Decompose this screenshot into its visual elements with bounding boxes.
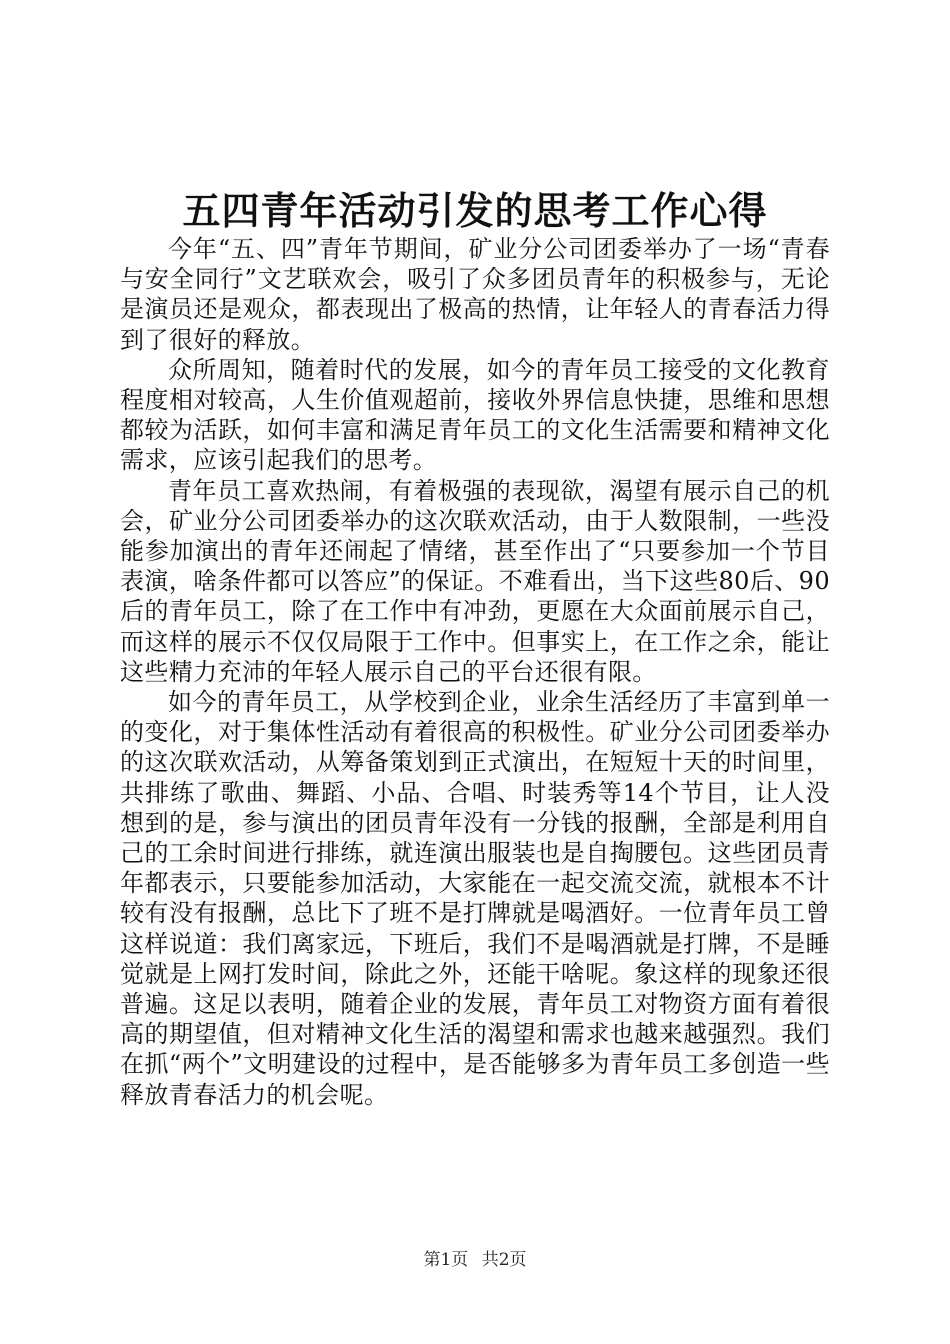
page-footer: [0, 1245, 950, 1270]
page-number-current: 第1页: [423, 1250, 469, 1270]
document-title: 五四青年活动引发的思考工作心得: [182, 189, 768, 233]
paragraph-4: 如今的青年员工，从学校到企业，业余生活经历了丰富到单一的变化，对于集体性活动有着很高的积极性。矿业分公司团委举办的这次联欢活动，从筹备策划到正式演出，在短短十天的时间里，共排练了歌曲、舞蹈、小品、合唱、时装秀等14个节目，让人没想到的是，参与演出的团员青年没有一分钱的报酬，全部是利用自己的工余时间进行排练，就连演出服装也是自掏腰包。这些团员青年都表示，只要能参加活动，大家能在一起交流交流，就根本不计较有没有报酬，总比下了班不是打牌就是喝酒好。一位青年员工曾这样说道：我们离家远，下班后，我们不是喝酒就是打牌，不是睡觉就是上网打发时间，除此之外，还能干啥呢。象这样的现象还很普遍。这足以表明，随着企业的发展，青年员工对物资方面有着很高的期望值，但对精神文化生活的渴望和需求也越来越强烈。我们在抓“两个”文明建设的过程中，是否能够多为青年员工多创造一些释放青春活力的机会呢。: [120, 688, 830, 1109]
paragraph-2: 众所周知，随着时代的发展，如今的青年员工接受的文化教育程度相对较高，人生价值观超前，接收外界信息快捷，思维和思想都较为活跃，如何丰富和满足青年员工的文化生活需要和精神文化需求，应该引起我们的思考。: [120, 355, 830, 475]
document-body: [120, 234, 830, 1110]
paragraph-1: 今年“五、四”青年节期间，矿业分公司团委举办了一场“青春与安全同行”文艺联欢会，吸引了众多团员青年的积极参与，无论是演员还是观众，都表现出了极高的热情，让年轻人的青春活力得到了很好的释放。: [120, 235, 830, 354]
paragraph-3: 青年员工喜欢热闹，有着极强的表现欲，渴望有展示自己的机会，矿业分公司团委举办的这次联欢活动，由于人数限制，一些没能参加演出的青年还闹起了情绪，甚至作出了“只要参加一个节目表演，啥条件都可以答应”的保证。不难看出，当下这些80后、90后的青年员工，除了在工作中有冲劲，更愿在大众面前展示自己，而这样的展示不仅仅局限于工作中。但事实上，在工作之余，能让这些精力充沛的年轻人展示自己的平台还很有限。: [120, 476, 830, 686]
page-number-total: 共2页: [481, 1250, 527, 1270]
